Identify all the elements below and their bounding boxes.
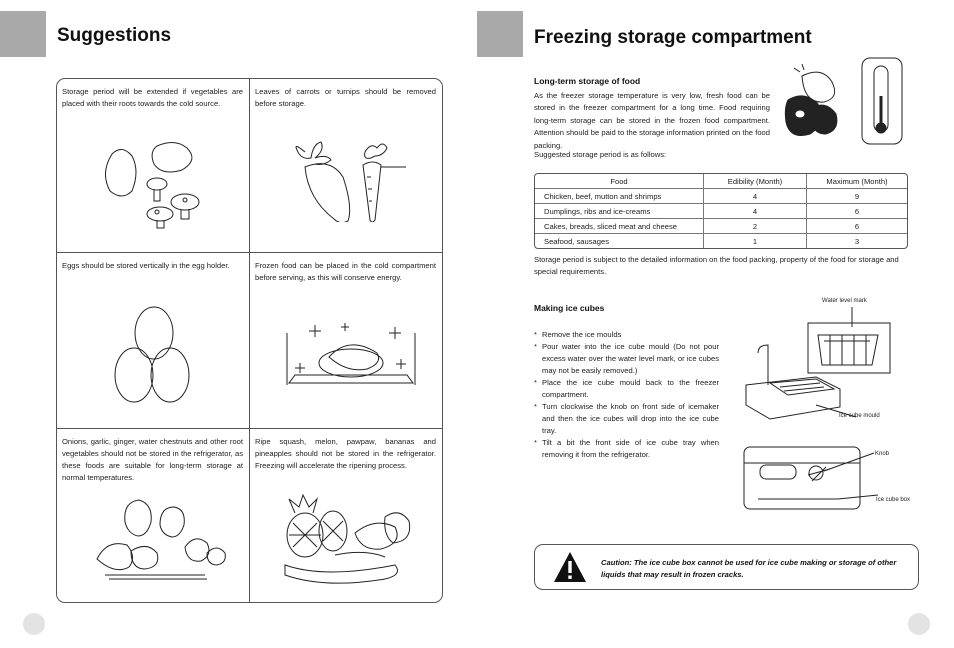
table-cell: 2 [704,219,807,234]
list-item: * Tilt a bit the front side of ice cube tray when removing it from the refrigerator. [534,438,719,459]
section-tab-left [0,11,46,57]
fruits-illustration [275,493,425,593]
storage-note: Storage period is subject to the detailed information on the food packing, property of the food for storage and special requirements. [534,255,899,277]
list-item: * Turn clockwise the knob on front side of icemaker and then the ice cubes will drop into the ice cube tray. [534,402,719,435]
suggestion-text: Storage period will be extended if vegetables are placed with their roots towards the cold source. [62,87,243,108]
list-item: * Pour water into the ice cube mould (Do not pour excess water over the water level mark, or ice cubes may not be easily removed.) [534,342,719,375]
onions-garlic-illustration [95,497,235,587]
long-term-paragraph: As the freezer storage temperature is very low, fresh food can be stored in the freezer compartment for a long time. Food requiring long-term storage can be stored in the frozen food compartment. Attention should be paid to the storage information printed on the food packing. [534,91,770,150]
section-heading-ice-cubes: Making ice cubes [534,303,605,313]
table-header: Maximum (Month) [807,174,907,189]
page-title-suggestions: Suggestions [57,25,172,46]
table-cell: 1 [704,234,807,248]
warning-icon [553,551,587,583]
table-cell: Chicken, beef, mutton and shrimps [535,189,704,204]
ice-cube-steps [534,329,719,461]
section-heading-long-term: Long-term storage of food [534,76,641,86]
suggestion-text: Leaves of carrots or turnips should be removed before storage. [255,87,436,108]
storage-period-table [534,173,908,249]
caution-text: Caution: The ice cube box cannot be used for ice cube making or storage of other liquids that may result in frozen cracks. [601,558,897,579]
table-cell: 3 [854,236,860,246]
storage-intro-line: Suggested storage period is as follows: [534,150,667,159]
suggestions-grid [56,78,443,603]
label-water-level: Water level mark [822,298,867,304]
page-marker-right [908,613,930,635]
suggestion-text: Eggs should be stored vertically in the egg holder. [62,261,230,270]
carrot-turnip-illustration [285,137,410,222]
table-header: Edibility (Month) [704,174,807,189]
table-cell: Dumplings, ribs and ice-creams [535,204,704,219]
label-ice-mould: Ice cube mould [839,413,880,419]
caution-box [534,544,919,590]
suggestion-text: Frozen food can be placed in the cold compartment before serving, as this will conserve energy. [255,261,436,282]
table-row [535,234,907,248]
table-cell: 6 [807,219,907,234]
frozen-chicken-illustration [285,323,417,395]
mushrooms-vegetables-illustration [97,134,217,234]
label-ice-box: Ice cube box [876,497,911,503]
table-cell: Cakes, breads, sliced meat and cheese [535,219,704,234]
frozen-meat-thermometer-illustration [782,56,907,148]
table-cell: 9 [807,189,907,204]
list-item: * Remove the ice moulds [534,330,622,339]
table-cell: 4 [704,204,807,219]
table-header-row [535,174,907,189]
table-cell: 4 [704,189,807,204]
table-row [535,189,907,204]
table-row [535,204,907,219]
section-tab-right [477,11,523,57]
suggestion-text: Onions, garlic, ginger, water chestnuts and other root vegetables should not be stored in the refrigerator, as these foods are suitable for long-term storage at normal temperatures. [62,437,243,482]
table-cell: Seafood, sausages [535,234,704,248]
suggestion-text: Ripe squash, melon, pawpaw, bananas and pineapples should not be stored in the refrigerator. Freezing will accelerate the ripening process. [255,437,436,470]
icemaker-illustration [740,305,920,515]
table-cell: 6 [807,204,907,219]
table-header: Food [535,174,704,189]
label-knob: Knob [875,451,890,457]
table-row [535,219,907,234]
page-title-freezing: Freezing storage compartment [534,27,812,48]
eggs-illustration [112,303,212,413]
page-marker-left [23,613,45,635]
list-item: * Place the ice cube mould back to the freezer compartment. [534,378,719,399]
